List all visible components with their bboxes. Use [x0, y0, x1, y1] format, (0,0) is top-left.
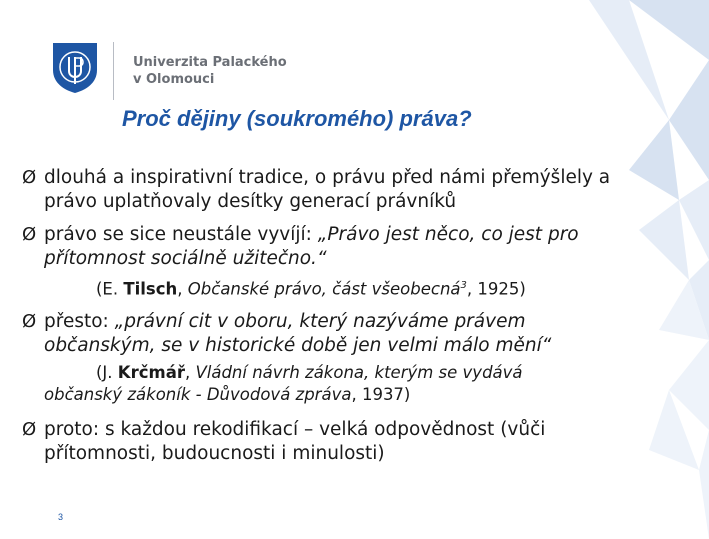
bullet-recodification [22, 418, 707, 466]
bullet-lead: právo se sice neustále vyvíjí: [44, 224, 318, 245]
citation-year: , 1937) [351, 384, 411, 404]
bullet-text: dlouhá a inspirativní tradice, o právu před námi přemýšlely a [44, 167, 611, 188]
citation-open: (E. [96, 279, 124, 299]
quote-text: občanským, se v historické době jen velmi málo mění“ [44, 334, 552, 356]
bullet-legal-sense [22, 310, 707, 406]
citation-comma: , [184, 362, 196, 382]
citation-krcmar [44, 362, 707, 384]
bullet-lead: přesto: [44, 310, 115, 332]
citation-tilsch [44, 275, 707, 301]
quote-text: „Právo jest něco, co jest pro [317, 224, 579, 245]
arrow-bullet-icon: Ø [22, 224, 37, 245]
arrow-bullet-icon: Ø [22, 310, 37, 332]
university-name-line2: v Olomouci [133, 72, 215, 87]
university-logo-icon [50, 40, 100, 94]
citation-work: občanský zákoník - Důvodová zpráva [44, 384, 352, 404]
bullet-tradition [22, 166, 707, 214]
citation-author: Krčmář [117, 362, 185, 382]
logo-divider [113, 42, 114, 100]
bullet-law-evolves [22, 223, 707, 301]
citation-open: (J. [96, 362, 118, 382]
citation-work: Vládní návrh zákona, kterým se vydává [195, 362, 523, 382]
university-name-line1: Univerzita Palackého [133, 55, 287, 70]
bullet-text: proto: s každou rekodifikací – velká odpovědnost (vůči [44, 418, 546, 440]
slide-title: Proč dějiny (soukromého) práva? [122, 106, 472, 131]
citation-year: , 1925) [466, 279, 526, 299]
citation-superscript: 3 [460, 280, 467, 291]
bullet-text [44, 310, 707, 334]
citation-work: Občanské právo, část všeobecná [187, 279, 461, 299]
bullet-text: právo uplatňovaly desítky generací právníků [44, 191, 457, 212]
bullet-list [22, 166, 707, 466]
citation-comma: , [177, 279, 188, 299]
page-number: 3 [58, 512, 64, 522]
bullet-text: přítomnosti, budoucnosti i minulosti) [44, 442, 385, 464]
arrow-bullet-icon: Ø [22, 167, 37, 188]
citation-krcmar-continued [44, 384, 707, 406]
quote-text: přítomnost sociálně užitečno.“ [44, 248, 327, 269]
university-name [133, 54, 287, 88]
arrow-bullet-icon: Ø [22, 418, 37, 440]
citation-author: Tilsch [123, 279, 178, 299]
quote-text: „právní cit v oboru, který nazýváme právem [114, 310, 526, 332]
bullet-text [44, 223, 707, 247]
